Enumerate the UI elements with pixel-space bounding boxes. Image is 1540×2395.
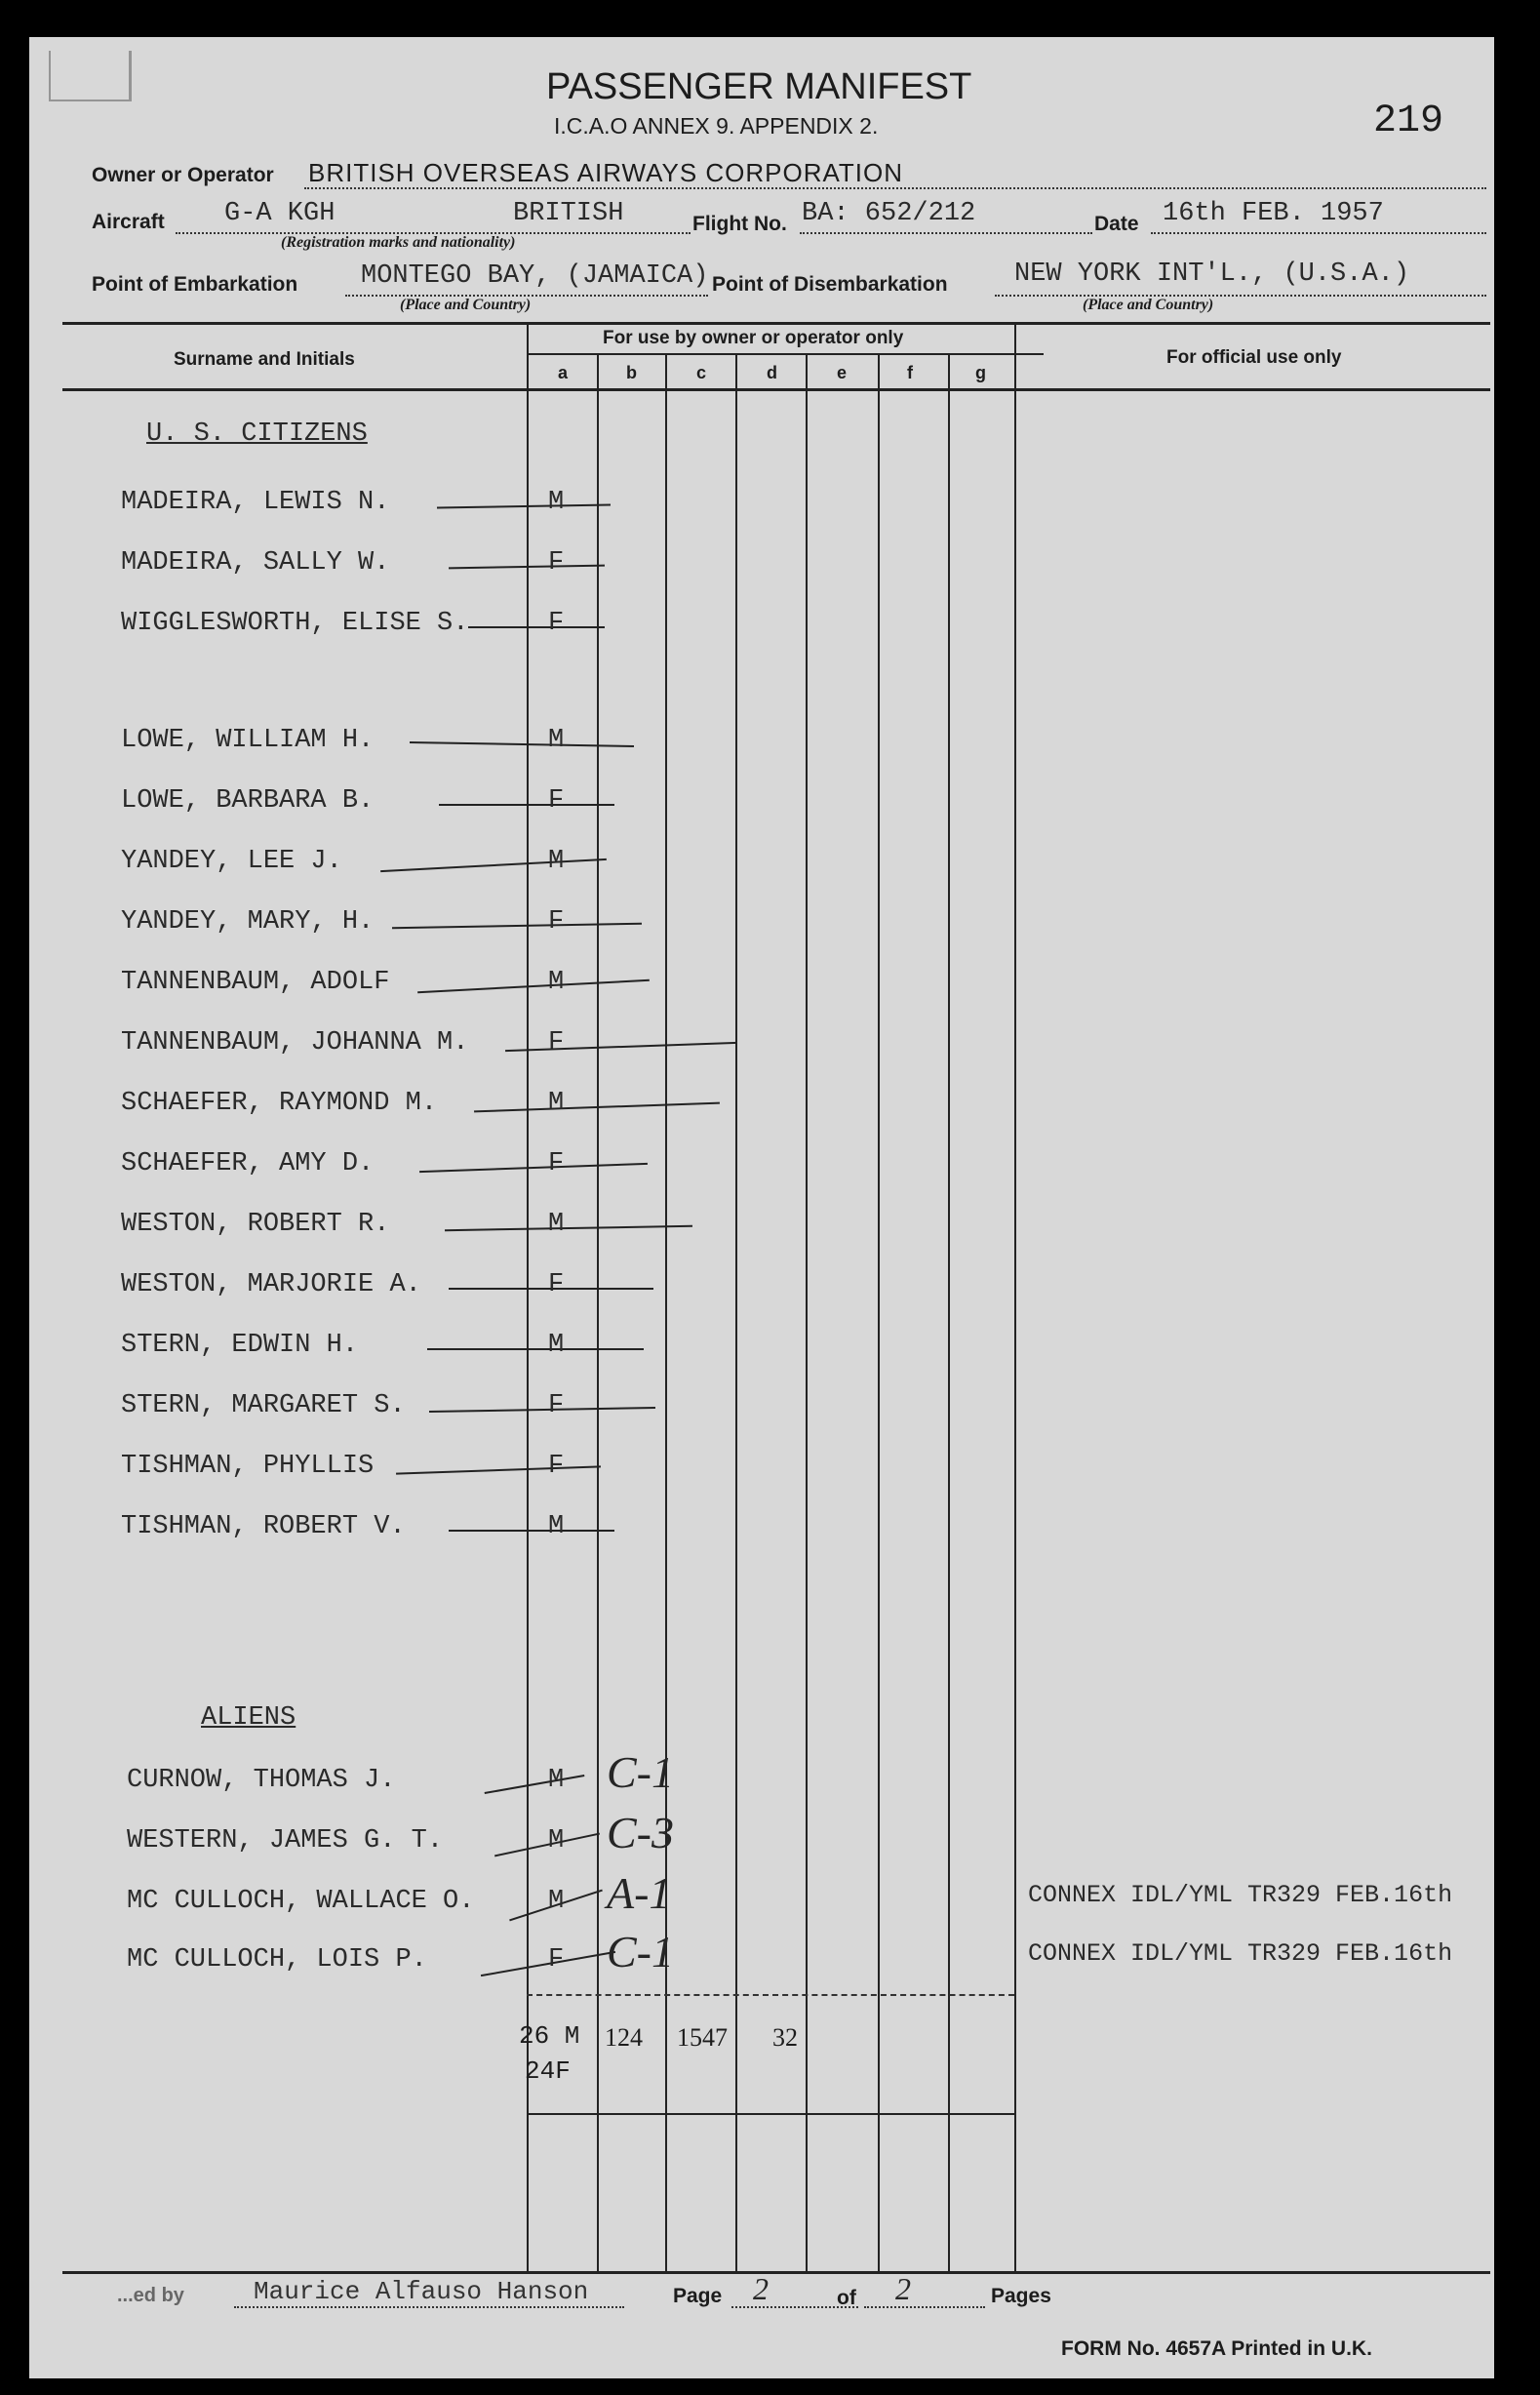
corner-stamp-mark bbox=[49, 51, 132, 101]
passenger-sex: M bbox=[548, 1331, 565, 1360]
passenger-sex: M bbox=[548, 968, 565, 997]
passenger-name: MADEIRA, SALLY W. bbox=[121, 548, 390, 578]
tick-line bbox=[468, 626, 605, 628]
passenger-name: CURNOW, THOMAS J. bbox=[127, 1766, 396, 1795]
passenger-name: YANDEY, MARY, H. bbox=[121, 907, 375, 937]
date-label: Date bbox=[1094, 213, 1139, 235]
tick-line bbox=[445, 1225, 692, 1231]
footer-of-label: of bbox=[837, 2287, 856, 2309]
col-divider-d bbox=[806, 353, 808, 2271]
registration-note: (Registration marks and nationality) bbox=[281, 234, 516, 251]
embarkation-place-note: (Place and Country) bbox=[400, 297, 532, 313]
tick-line bbox=[439, 804, 614, 806]
passenger-name: STERN, EDWIN H. bbox=[121, 1331, 359, 1360]
passenger-name: MC CULLOCH, LOIS P. bbox=[127, 1945, 427, 1975]
col-divider-name bbox=[527, 324, 529, 2271]
tick-line bbox=[417, 979, 650, 993]
tick-line bbox=[429, 1407, 655, 1413]
col-divider-e bbox=[878, 353, 880, 2271]
owner-value: BRITISH OVERSEAS AIRWAYS CORPORATION bbox=[308, 158, 904, 187]
col-header-d: d bbox=[767, 363, 777, 382]
date-dotline bbox=[1151, 232, 1486, 234]
passenger-sex: M bbox=[548, 1089, 565, 1118]
passenger-sex: F bbox=[548, 1452, 565, 1481]
aircraft-nationality: BRITISH bbox=[513, 199, 624, 228]
manifest-title: PASSENGER MANIFEST bbox=[546, 66, 972, 107]
tick-line bbox=[410, 741, 634, 747]
tick-line bbox=[427, 1348, 644, 1350]
manifest-subtitle: I.C.A.O ANNEX 9. APPENDIX 2. bbox=[554, 113, 879, 139]
certified-dotline bbox=[234, 2306, 624, 2308]
col-header-official: For official use only bbox=[1166, 347, 1342, 368]
total-b: 124 bbox=[605, 2023, 643, 2052]
subheader-rule bbox=[527, 353, 1044, 355]
passenger-name: WESTON, ROBERT R. bbox=[121, 1210, 390, 1239]
disembarkation-label: Point of Disembarkation bbox=[712, 273, 948, 296]
official-note: CONNEX IDL/YML TR329 FEB.16th bbox=[1028, 1881, 1453, 1909]
disembarkation-dotline bbox=[995, 295, 1486, 297]
certified-name: Maurice Alfauso Hanson bbox=[254, 2277, 589, 2306]
passenger-name: TANNENBAUM, JOHANNA M. bbox=[121, 1028, 469, 1058]
passenger-name: WESTERN, JAMES G. T. bbox=[127, 1826, 444, 1856]
passenger-name: SCHAEFER, RAYMOND M. bbox=[121, 1089, 438, 1118]
col-header-b: b bbox=[626, 363, 637, 382]
total-c: 1547 bbox=[677, 2023, 728, 2052]
footer-pages-label: Pages bbox=[991, 2285, 1051, 2307]
manifest-sheet bbox=[29, 37, 1494, 2378]
col-divider-g bbox=[1014, 324, 1016, 2271]
totals-bottom-rule bbox=[527, 2113, 1014, 2115]
tick-line bbox=[396, 1465, 601, 1474]
total-a-female: 24F bbox=[525, 2056, 571, 2086]
passenger-name: WIGGLESWORTH, ELISE S. bbox=[121, 609, 469, 638]
passenger-sex: M bbox=[548, 847, 565, 876]
passenger-sex: M bbox=[548, 488, 565, 517]
passenger-sex: F bbox=[548, 1391, 565, 1420]
passenger-name: TANNENBAUM, ADOLF bbox=[121, 968, 390, 997]
of-dotline bbox=[864, 2306, 985, 2308]
footer-page-value: 2 bbox=[753, 2271, 769, 2306]
col-header-c: c bbox=[696, 363, 707, 382]
flight-label: Flight No. bbox=[692, 213, 787, 235]
passenger-class-code: C-1 bbox=[607, 1747, 674, 1797]
total-d: 32 bbox=[772, 2023, 798, 2052]
tick-line bbox=[505, 1042, 737, 1052]
passenger-class-code: C-3 bbox=[607, 1808, 674, 1857]
passenger-sex: F bbox=[548, 609, 565, 638]
date-value: 16th FEB. 1957 bbox=[1163, 199, 1384, 228]
tick-line bbox=[419, 1163, 648, 1173]
footer-of-value: 2 bbox=[895, 2271, 911, 2306]
col-divider-a bbox=[597, 353, 599, 2271]
col-header-a: a bbox=[558, 363, 569, 382]
col-header-name: Surname and Initials bbox=[174, 349, 355, 370]
tick-line bbox=[392, 923, 642, 929]
passenger-sex: F bbox=[548, 786, 565, 816]
section-heading-us-citizens: U. S. CITIZENS bbox=[146, 419, 368, 449]
passenger-sex: F bbox=[548, 907, 565, 937]
totals-top-rule bbox=[527, 1994, 1014, 1996]
total-a-male: 26 M bbox=[519, 2021, 580, 2051]
col-header-f: f bbox=[907, 363, 913, 382]
passenger-sex: M bbox=[548, 1887, 565, 1916]
tick-line bbox=[449, 1530, 614, 1532]
aircraft-value: G-A KGH bbox=[224, 199, 336, 228]
table-top-border bbox=[62, 322, 1490, 325]
header-bottom-border bbox=[62, 388, 1490, 391]
passenger-name: MADEIRA, LEWIS N. bbox=[121, 488, 390, 517]
passenger-sex: M bbox=[548, 1210, 565, 1239]
passenger-name: WESTON, MARJORIE A. bbox=[121, 1270, 421, 1299]
page-number: 219 bbox=[1373, 100, 1444, 143]
aircraft-label: Aircraft bbox=[92, 211, 165, 233]
col-divider-c bbox=[735, 353, 737, 2271]
section-heading-aliens: ALIENS bbox=[201, 1703, 296, 1733]
col-header-owner-use: For use by owner or operator only bbox=[603, 328, 904, 348]
col-header-e: e bbox=[837, 363, 848, 382]
tick-line bbox=[485, 1775, 585, 1794]
official-note: CONNEX IDL/YML TR329 FEB.16th bbox=[1028, 1939, 1453, 1968]
passenger-name: MC CULLOCH, WALLACE O. bbox=[127, 1887, 475, 1916]
passenger-class-code: A-1 bbox=[607, 1868, 672, 1918]
passenger-name: LOWE, BARBARA B. bbox=[121, 786, 375, 816]
passenger-name: SCHAEFER, AMY D. bbox=[121, 1149, 375, 1178]
passenger-sex: M bbox=[548, 726, 565, 755]
col-divider-f bbox=[948, 353, 950, 2271]
passenger-name: STERN, MARGARET S. bbox=[121, 1391, 406, 1420]
passenger-sex: M bbox=[548, 1766, 565, 1795]
footer-page-label: Page bbox=[673, 2285, 723, 2307]
flight-dotline bbox=[800, 232, 1092, 234]
tick-line bbox=[437, 503, 611, 508]
passenger-sex: M bbox=[548, 1826, 565, 1856]
embarkation-label: Point of Embarkation bbox=[92, 273, 298, 296]
tick-line bbox=[494, 1833, 600, 1857]
certified-prefix: ...ed by bbox=[117, 2285, 184, 2306]
passenger-name: TISHMAN, ROBERT V. bbox=[121, 1512, 406, 1541]
form-number: FORM No. 4657A Printed in U.K. bbox=[1061, 2337, 1372, 2360]
disembarkation-value: NEW YORK INT'L., (U.S.A.) bbox=[1014, 259, 1410, 289]
passenger-class-code: C-1 bbox=[607, 1927, 674, 1976]
footer-top-border bbox=[62, 2271, 1490, 2274]
passenger-sex: F bbox=[548, 1149, 565, 1178]
owner-label: Owner or Operator bbox=[92, 164, 274, 186]
col-header-g: g bbox=[975, 363, 986, 382]
passenger-name: LOWE, WILLIAM H. bbox=[121, 726, 375, 755]
passenger-sex: F bbox=[548, 1028, 565, 1058]
passenger-sex: F bbox=[548, 548, 565, 578]
passenger-name: YANDEY, LEE J. bbox=[121, 847, 342, 876]
tick-line bbox=[380, 858, 607, 872]
disembarkation-place-note: (Place and Country) bbox=[1083, 297, 1214, 313]
passenger-sex: F bbox=[548, 1945, 565, 1975]
col-divider-b bbox=[665, 353, 667, 2271]
embarkation-value: MONTEGO BAY, (JAMAICA) bbox=[361, 261, 709, 291]
passenger-sex: M bbox=[548, 1512, 565, 1541]
flight-value: BA: 652/212 bbox=[802, 199, 976, 228]
passenger-sex: F bbox=[548, 1270, 565, 1299]
passenger-name: TISHMAN, PHYLLIS bbox=[121, 1452, 375, 1481]
